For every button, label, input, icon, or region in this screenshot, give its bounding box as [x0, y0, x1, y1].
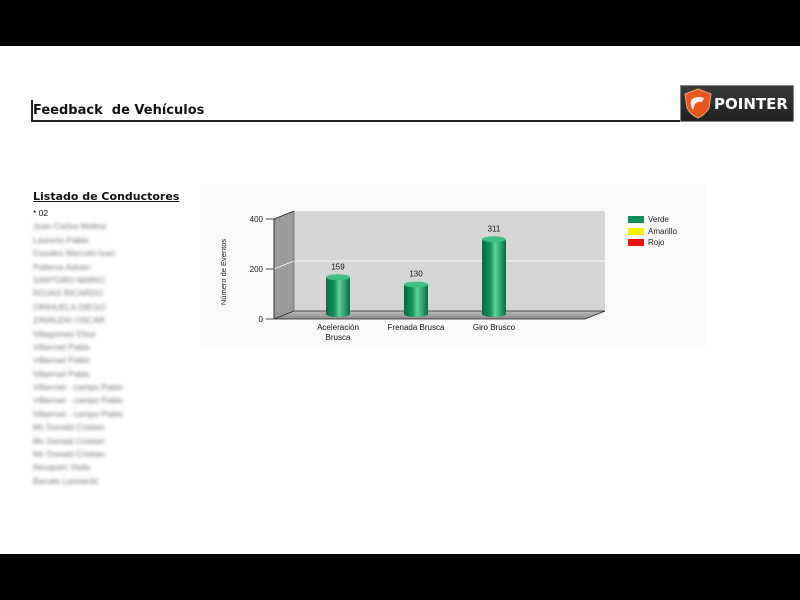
bar	[404, 282, 428, 318]
bar	[326, 274, 350, 317]
bar-data-label: 159	[331, 262, 345, 272]
driver-list-item: SANTORO MARIO	[33, 274, 106, 285]
report-page	[0, 46, 800, 554]
y-axis-label: Número de Eventos	[219, 238, 228, 306]
driver-list-item: Laureno Pablo	[33, 234, 89, 245]
driver-list-item: Villarroel - campo Pablo	[33, 408, 124, 419]
driver-list-item: Villagomez Elisa	[33, 328, 96, 339]
bar-cap	[326, 274, 350, 280]
chart-legend	[628, 214, 677, 249]
driver-list-item: ZAVALEKI OSCAR	[33, 315, 105, 326]
legend-label: Verde	[648, 215, 669, 224]
legend-entry	[628, 237, 677, 249]
bar-body	[326, 277, 350, 317]
legend-label: Amarillo	[648, 226, 677, 236]
driver-list-item: * 02	[33, 208, 49, 218]
events-chart	[200, 184, 705, 349]
legend-swatch	[628, 239, 644, 246]
driver-list-item: Villarroel Pablo	[33, 355, 91, 366]
driver-list-item: Juan Carlos Molina	[33, 221, 106, 232]
drivers-list	[33, 207, 123, 488]
legend-entry	[628, 214, 677, 226]
pointer-logo	[680, 85, 794, 122]
driver-list-item: Villarroel Pablo	[33, 341, 91, 352]
legend-label: Rojo	[648, 238, 665, 247]
logo-text: POINTER	[714, 95, 788, 113]
y-tick-label: 0	[258, 315, 263, 324]
y-tick-label: 200	[249, 265, 263, 274]
bar-cap	[404, 282, 428, 288]
page-title: Feedback de Vehículos	[33, 103, 205, 118]
x-tick-label: Frenada Brusca	[387, 323, 445, 332]
x-tick-label: Aceleración	[317, 323, 359, 332]
driver-list-item: Mc Donald Cristian	[33, 422, 105, 433]
driver-list-item: Villarroel - campo Pablo	[33, 395, 124, 406]
driver-list-item: Mc Donald Cristian	[33, 435, 105, 446]
bar-data-label: 130	[409, 269, 423, 279]
header-divider	[31, 120, 683, 122]
driver-list-item: Villarroel - campo Pablo	[33, 382, 124, 393]
driver-list-item: Mc Donald Cristian	[33, 449, 105, 460]
bar-data-label: 311	[487, 224, 501, 234]
driver-list-item: Barutto Leonardo	[33, 475, 99, 486]
bar-cap	[482, 236, 506, 242]
pointer-shield-icon	[683, 88, 713, 119]
legend-entry	[628, 226, 677, 238]
drivers-list-title: Listado de Conductores	[33, 190, 180, 203]
bar-body	[404, 285, 428, 318]
driver-list-item: Casales Marcelo Ivan	[33, 248, 115, 259]
x-tick-label: Giro Brusco	[472, 323, 516, 332]
driver-list-item: Villarroel Pablo	[33, 368, 91, 379]
x-tick-label: Brusca	[325, 333, 351, 342]
events-chart-svg	[200, 184, 705, 349]
driver-list-item: Neuquen Visita	[33, 462, 91, 473]
bar-body	[482, 239, 506, 317]
driver-list-item: ORIHUELA DIEGO	[33, 301, 106, 312]
bar	[482, 236, 506, 317]
y-tick-label: 400	[249, 215, 263, 224]
driver-list-item: ROJAS RICARDO	[33, 288, 103, 299]
legend-swatch	[628, 228, 644, 235]
legend-swatch	[628, 216, 644, 223]
driver-list-item: Palleros Adrian	[33, 261, 91, 272]
chart-floor	[274, 311, 605, 319]
